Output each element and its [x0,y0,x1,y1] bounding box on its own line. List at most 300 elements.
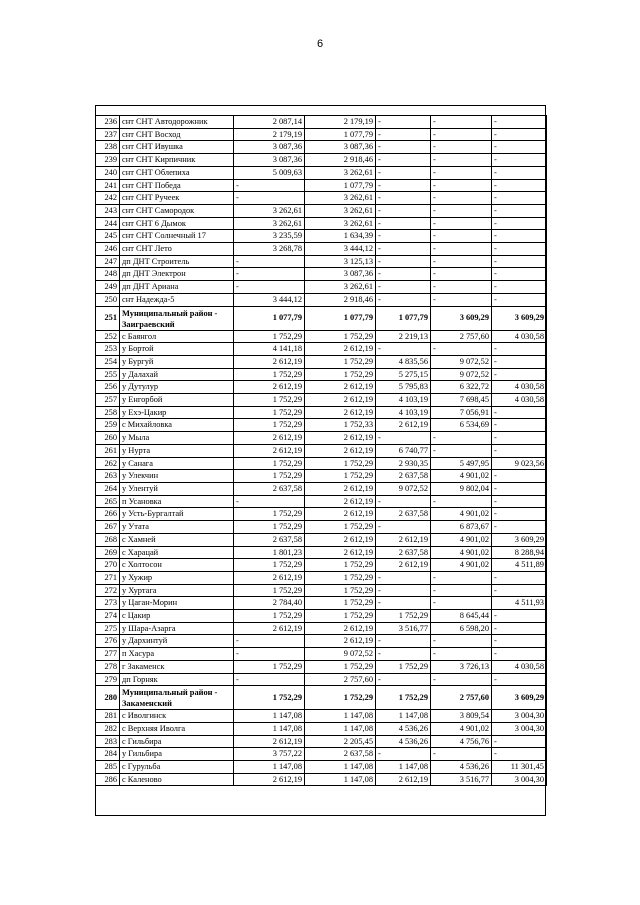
value-cell: 1 752,29 [305,559,376,572]
value-cell: - [376,154,431,167]
settlement-name: п Хасура [120,648,234,661]
value-cell: - [431,192,492,205]
row-number: 269 [96,546,120,559]
table-row [96,355,547,368]
value-cell: 2 612,19 [305,533,376,546]
row-number: 283 [96,735,120,748]
value-cell: - [492,230,547,243]
value-cell: 4 901,02 [431,470,492,483]
value-cell: 1 752,33 [305,419,376,432]
page-number: 6 [316,38,324,50]
row-number: 246 [96,243,120,256]
row-number: 279 [96,673,120,686]
settlement-name: у Цаган-Морин [120,597,234,610]
value-cell: - [492,281,547,294]
value-cell: 3 262,61 [305,204,376,217]
value-cell: 3 757,22 [234,748,305,761]
table-row [96,722,547,735]
row-number: 271 [96,571,120,584]
value-cell: 2 612,19 [234,432,305,445]
row-number: 240 [96,166,120,179]
value-cell: - [376,597,431,610]
value-cell: - [431,243,492,256]
table-row [96,673,547,686]
value-cell: 3 444,12 [234,293,305,306]
value-cell: - [234,281,305,294]
row-number: 274 [96,610,120,623]
value-cell: 2 637,58 [305,748,376,761]
value-cell: 1 077,79 [234,306,305,330]
row-number: 236 [96,116,120,129]
value-cell: 5 275,15 [376,368,431,381]
value-cell: - [234,495,305,508]
value-cell: - [431,281,492,294]
table-row [96,495,547,508]
value-cell: 4 103,19 [376,406,431,419]
value-cell: - [376,281,431,294]
settlement-name: снт СНТ Победа [120,179,234,192]
value-cell: - [431,255,492,268]
settlement-name: у Гильбира [120,748,234,761]
value-cell: 3 609,29 [492,306,547,330]
value-cell: 1 752,29 [234,584,305,597]
value-cell: 3 262,61 [234,217,305,230]
value-cell: - [492,748,547,761]
value-cell: - [376,204,431,217]
value-cell: 4 901,02 [431,722,492,735]
table-row [96,204,547,217]
value-cell: 1 752,29 [376,610,431,623]
value-cell: 5 497,95 [431,457,492,470]
row-number: 267 [96,521,120,534]
settlement-name: г Закаменск [120,660,234,673]
row-number: 262 [96,457,120,470]
value-cell: - [431,128,492,141]
value-cell: 3 516,77 [431,773,492,786]
value-cell: 2 637,58 [376,470,431,483]
value-cell: 4 901,02 [431,559,492,572]
row-number: 261 [96,444,120,457]
value-cell: 2 757,60 [305,673,376,686]
row-number: 277 [96,648,120,661]
row-number: 241 [96,179,120,192]
value-cell: - [492,268,547,281]
settlement-name: Муниципальный район - Заиграевский [120,306,234,330]
value-cell: 2 612,19 [376,533,431,546]
value-cell: 4 030,58 [492,660,547,673]
settlement-name: с Михайловка [120,419,234,432]
value-cell: 1 077,79 [305,306,376,330]
value-cell: - [492,622,547,635]
value-cell: 3 087,36 [305,141,376,154]
value-cell: - [431,154,492,167]
row-number: 260 [96,432,120,445]
value-cell: - [376,128,431,141]
value-cell: 2 918,46 [305,293,376,306]
value-cell: 2 637,58 [376,508,431,521]
row-number: 239 [96,154,120,167]
settlement-name: с Верхняя Иволга [120,722,234,735]
value-cell: 3 262,61 [305,192,376,205]
settlement-name: у Утата [120,521,234,534]
value-cell: 4 030,58 [492,394,547,407]
value-cell: 9 072,52 [376,482,431,495]
value-cell: 3 609,29 [431,306,492,330]
settlement-name: у Шара-Азарга [120,622,234,635]
row-number: 280 [96,686,120,710]
value-cell: 1 752,29 [305,470,376,483]
value-cell: - [492,432,547,445]
value-cell: 9 023,56 [492,457,547,470]
value-cell: 6 873,67 [431,521,492,534]
value-cell: - [376,192,431,205]
value-cell: 3 004,30 [492,773,547,786]
value-cell: 9 802,04 [431,482,492,495]
value-cell: 4 901,02 [431,508,492,521]
table-row [96,470,547,483]
settlement-name: дп ДНТ Электрон [120,268,234,281]
table-row [96,128,547,141]
value-cell: 1 077,79 [376,306,431,330]
value-cell: - [492,444,547,457]
table-row [96,457,547,470]
value-cell: 2 205,45 [305,735,376,748]
value-cell: 3 268,78 [234,243,305,256]
value-cell: - [431,141,492,154]
group-row [96,686,547,710]
value-cell: 2 757,60 [431,330,492,343]
settlement-name: дп Горняк [120,673,234,686]
table-row [96,622,547,635]
table-row [96,482,547,495]
table-row [96,521,547,534]
value-cell: 1 752,29 [234,508,305,521]
value-cell: - [492,648,547,661]
row-number: 250 [96,293,120,306]
table-row [96,179,547,192]
settlement-name: снт СНТ Солнечный 17 [120,230,234,243]
table-row [96,330,547,343]
row-number: 281 [96,710,120,723]
table-row [96,419,547,432]
table-row [96,735,547,748]
settlement-name: у Усть-Бургалтай [120,508,234,521]
value-cell: 1 752,29 [305,660,376,673]
settlement-name: с Гильбира [120,735,234,748]
settlement-name: у Мыла [120,432,234,445]
value-cell: 2 087,14 [234,116,305,129]
value-cell: 9 072,52 [431,355,492,368]
settlement-name: у Бортой [120,343,234,356]
row-number: 244 [96,217,120,230]
value-cell: 1 752,29 [305,610,376,623]
value-cell: - [234,673,305,686]
settlement-name: с Харацай [120,546,234,559]
value-cell: - [431,597,492,610]
value-cell: - [376,179,431,192]
row-number: 284 [96,748,120,761]
value-cell: - [492,166,547,179]
value-cell: 3 087,36 [305,268,376,281]
value-cell: 3 444,12 [305,243,376,256]
table-row [96,243,547,256]
settlement-name: у Бургуй [120,355,234,368]
value-cell: - [376,635,431,648]
value-cell: 4 511,93 [492,597,547,610]
row-number: 282 [96,722,120,735]
settlement-name: снт СНТ Автодорожник [120,116,234,129]
value-cell: 2 612,19 [234,381,305,394]
table-row [96,597,547,610]
settlement-name: снт СНТ 6 Дымок [120,217,234,230]
row-number: 275 [96,622,120,635]
value-cell: 4 103,19 [376,394,431,407]
value-cell: - [492,470,547,483]
value-cell: 2 612,19 [305,444,376,457]
value-cell: 3 004,30 [492,710,547,723]
table-row [96,773,547,786]
settlement-name: с Баянгол [120,330,234,343]
table-row [96,268,547,281]
value-cell: 1 752,29 [234,686,305,710]
value-cell: 3 087,36 [234,141,305,154]
settlement-name: с Гурульба [120,761,234,774]
table-row [96,166,547,179]
value-cell: 6 740,77 [376,444,431,457]
row-number: 286 [96,773,120,786]
value-cell: - [376,584,431,597]
value-cell: 1 147,08 [234,710,305,723]
table-row [96,508,547,521]
settlement-name: у Нурта [120,444,234,457]
value-cell: 1 752,29 [234,660,305,673]
value-cell: - [492,141,547,154]
table-row [96,381,547,394]
value-cell: - [431,179,492,192]
value-cell: - [431,293,492,306]
value-cell: 2 612,19 [376,773,431,786]
group-row [96,306,547,330]
value-cell: 2 637,58 [234,533,305,546]
table-row [96,533,547,546]
table-row [96,748,547,761]
settlement-name: снт СНТ Кирпичник [120,154,234,167]
settlement-name: у Улентуй [120,482,234,495]
value-cell: 1 147,08 [305,761,376,774]
value-cell: - [234,648,305,661]
value-cell: 3 262,61 [305,217,376,230]
value-cell: 1 752,29 [305,457,376,470]
value-cell: - [492,521,547,534]
value-cell: - [492,179,547,192]
value-cell: - [376,166,431,179]
value-cell: - [492,610,547,623]
value-cell: 1 752,29 [234,368,305,381]
value-cell: 1 752,29 [305,571,376,584]
value-cell: 2 612,19 [305,432,376,445]
value-cell: - [492,243,547,256]
table-row [96,217,547,230]
settlement-name: с Иволгинск [120,710,234,723]
value-cell: - [376,141,431,154]
value-cell: - [431,584,492,597]
value-cell: 2 219,13 [376,330,431,343]
value-cell: 4 141,18 [234,343,305,356]
table-body [96,116,547,786]
table-row [96,432,547,445]
value-cell: 7 698,45 [431,394,492,407]
row-number: 272 [96,584,120,597]
settlement-name: снт СНТ Облепиха [120,166,234,179]
value-cell: - [376,571,431,584]
value-cell: - [376,243,431,256]
value-cell: 2 612,19 [234,735,305,748]
settlement-name: у Санага [120,457,234,470]
row-number: 253 [96,343,120,356]
settlement-name: снт Надежда-5 [120,293,234,306]
value-cell: 1 634,39 [305,230,376,243]
row-number: 237 [96,128,120,141]
settlement-name: у Далахай [120,368,234,381]
value-cell: - [492,128,547,141]
settlement-name: дп ДНТ Ариана [120,281,234,294]
table-row [96,281,547,294]
value-cell: - [492,419,547,432]
value-cell: 6 534,69 [431,419,492,432]
value-cell: - [492,571,547,584]
value-cell: 4 511,89 [492,559,547,572]
value-cell: 3 004,30 [492,722,547,735]
value-cell: 1 752,29 [234,394,305,407]
row-number: 259 [96,419,120,432]
settlement-name: у Хуртага [120,584,234,597]
value-cell: 3 726,13 [431,660,492,673]
value-cell: 3 609,29 [492,686,547,710]
table-row [96,192,547,205]
settlement-name: у Енгорбой [120,394,234,407]
value-cell: 1 147,08 [305,773,376,786]
value-cell: 4 901,02 [431,533,492,546]
row-number: 255 [96,368,120,381]
value-cell: 2 612,19 [305,406,376,419]
value-cell: 2 612,19 [234,622,305,635]
value-cell: - [431,204,492,217]
value-cell: 2 612,19 [234,355,305,368]
value-cell: 2 179,19 [305,116,376,129]
value-cell: 1 752,29 [305,521,376,534]
value-cell: 3 809,54 [431,710,492,723]
value-cell: 1 147,08 [234,761,305,774]
value-cell: 6 322,72 [431,381,492,394]
value-cell: - [376,230,431,243]
settlement-name: у Ехэ-Цакир [120,406,234,419]
table-row [96,230,547,243]
settlement-name: снт СНТ Лето [120,243,234,256]
settlement-name: у Хужир [120,571,234,584]
row-number: 264 [96,482,120,495]
value-cell: 3 262,61 [305,281,376,294]
value-cell: 6 598,20 [431,622,492,635]
value-cell: - [234,255,305,268]
value-cell: - [431,432,492,445]
value-cell: 1 147,08 [234,722,305,735]
value-cell: - [492,293,547,306]
value-cell: - [492,154,547,167]
table-row [96,571,547,584]
row-number: 285 [96,761,120,774]
settlement-name: у Улекчин [120,470,234,483]
value-cell: 1 752,29 [305,368,376,381]
value-cell: - [492,508,547,521]
value-cell: 1 752,29 [234,419,305,432]
value-cell: 2 612,19 [305,635,376,648]
row-number: 266 [96,508,120,521]
value-cell: 4 536,26 [431,761,492,774]
value-cell: - [492,584,547,597]
row-number: 238 [96,141,120,154]
row-number: 245 [96,230,120,243]
value-cell: 1 752,29 [234,457,305,470]
value-cell: - [492,355,547,368]
value-cell: 1 752,29 [234,470,305,483]
value-cell: - [376,255,431,268]
value-cell: 2 918,46 [305,154,376,167]
value-cell: - [376,495,431,508]
table-row [96,761,547,774]
value-cell: 2 179,19 [234,128,305,141]
value-cell: 2 612,19 [305,546,376,559]
table-row [96,546,547,559]
table-row [96,141,547,154]
row-number: 243 [96,204,120,217]
table-row [96,584,547,597]
value-cell: 8 645,44 [431,610,492,623]
value-cell: 11 301,45 [492,761,547,774]
value-cell: 2 612,19 [305,622,376,635]
value-cell: - [492,735,547,748]
row-number: 258 [96,406,120,419]
value-cell: 2 612,19 [305,482,376,495]
tariff-table [95,115,547,786]
table-row [96,255,547,268]
value-cell: - [376,268,431,281]
value-cell: 9 072,52 [305,648,376,661]
value-cell: 2 637,58 [234,482,305,495]
settlement-name: снт СНТ Самородок [120,204,234,217]
value-cell: 3 125,13 [305,255,376,268]
table-row [96,559,547,572]
value-cell: - [492,368,547,381]
value-cell: 2 612,19 [305,508,376,521]
settlement-name: снт СНТ Ручеек [120,192,234,205]
table-row [96,406,547,419]
value-cell: 1 147,08 [376,761,431,774]
table-row [96,394,547,407]
value-cell: 2 612,19 [234,773,305,786]
value-cell: 9 072,52 [431,368,492,381]
settlement-name: снт СНТ Восход [120,128,234,141]
value-cell: - [431,343,492,356]
value-cell: 1 752,29 [305,330,376,343]
value-cell: 4 536,26 [376,722,431,735]
value-cell: 2 637,58 [376,546,431,559]
value-cell: 1 752,29 [376,660,431,673]
value-cell: 2 612,19 [234,444,305,457]
value-cell: 1 752,29 [305,355,376,368]
value-cell: 2 612,19 [305,343,376,356]
value-cell: 1 752,29 [305,686,376,710]
value-cell: - [492,673,547,686]
